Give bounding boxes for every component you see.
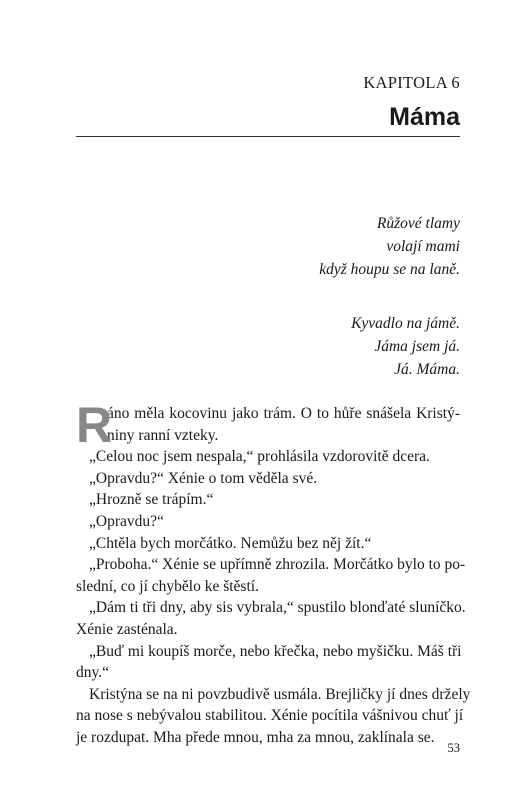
- text-line: dny.“: [76, 664, 109, 682]
- text-line: „Celou noc jsem nespala,“ prohlásila vzdorovitě dcera.: [89, 448, 430, 466]
- poem-line: Jáma jsem já.: [374, 338, 460, 355]
- text-line: „Buď mi koupíš morče, nebo křečka, nebo myšičku. Máš tři: [89, 642, 462, 660]
- text-line: „Proboha.“ Xénie se upřímně zhrozila. Morčátko bylo to po-: [89, 556, 466, 574]
- poem-stanza-2: [160, 312, 460, 381]
- poem-stanza-1: [160, 212, 460, 281]
- text-line: je rozdupat. Mha přede mnou, mha za mnou, zaklínala se.: [76, 728, 435, 746]
- chapter-label: KAPITOLA 6: [363, 73, 460, 92]
- page-number: 53: [447, 741, 460, 755]
- chapter-title: Máma: [389, 103, 460, 131]
- poem-line: Já. Máma.: [394, 361, 460, 378]
- poem-line: Kyvadlo na jámě.: [351, 315, 460, 332]
- header-rule: [76, 136, 460, 137]
- text-line: niny ranní vzteky.: [107, 426, 219, 444]
- text-line: „Opravdu?“ Xénie o tom věděla své.: [89, 469, 318, 487]
- text-line: Kristýna se na ni povzbudivě usmála. Brejličky jí dnes držely: [89, 685, 471, 703]
- text-line: Xénie zasténala.: [76, 620, 178, 638]
- drop-cap: R: [76, 397, 113, 453]
- poem-line: když houpu se na laně.: [319, 261, 460, 278]
- text-line: „Hrozně se trápím.“: [89, 491, 214, 509]
- poem-line: Růžové tlamy: [376, 215, 460, 232]
- text-line: áno měla kocovinu jako trám. O to hůře snášela Kristý-: [107, 405, 460, 422]
- poem-line: volají mami: [386, 238, 460, 255]
- text-line: „Dám ti tři dny, aby sis vybrala,“ spustilo blonďaté sluníčko.: [89, 599, 466, 617]
- text-line: na nose s nebývalou stabilitou. Xénie pocítila vášnivou chuť jí: [76, 707, 464, 725]
- text-line: „Chtěla bych morčátko. Nemůžu bez něj žít.“: [89, 534, 372, 552]
- text-line: slední, co jí chybělo ke štěstí.: [76, 577, 259, 595]
- body-text: [76, 397, 471, 749]
- text-line: „Opravdu?“: [89, 512, 164, 530]
